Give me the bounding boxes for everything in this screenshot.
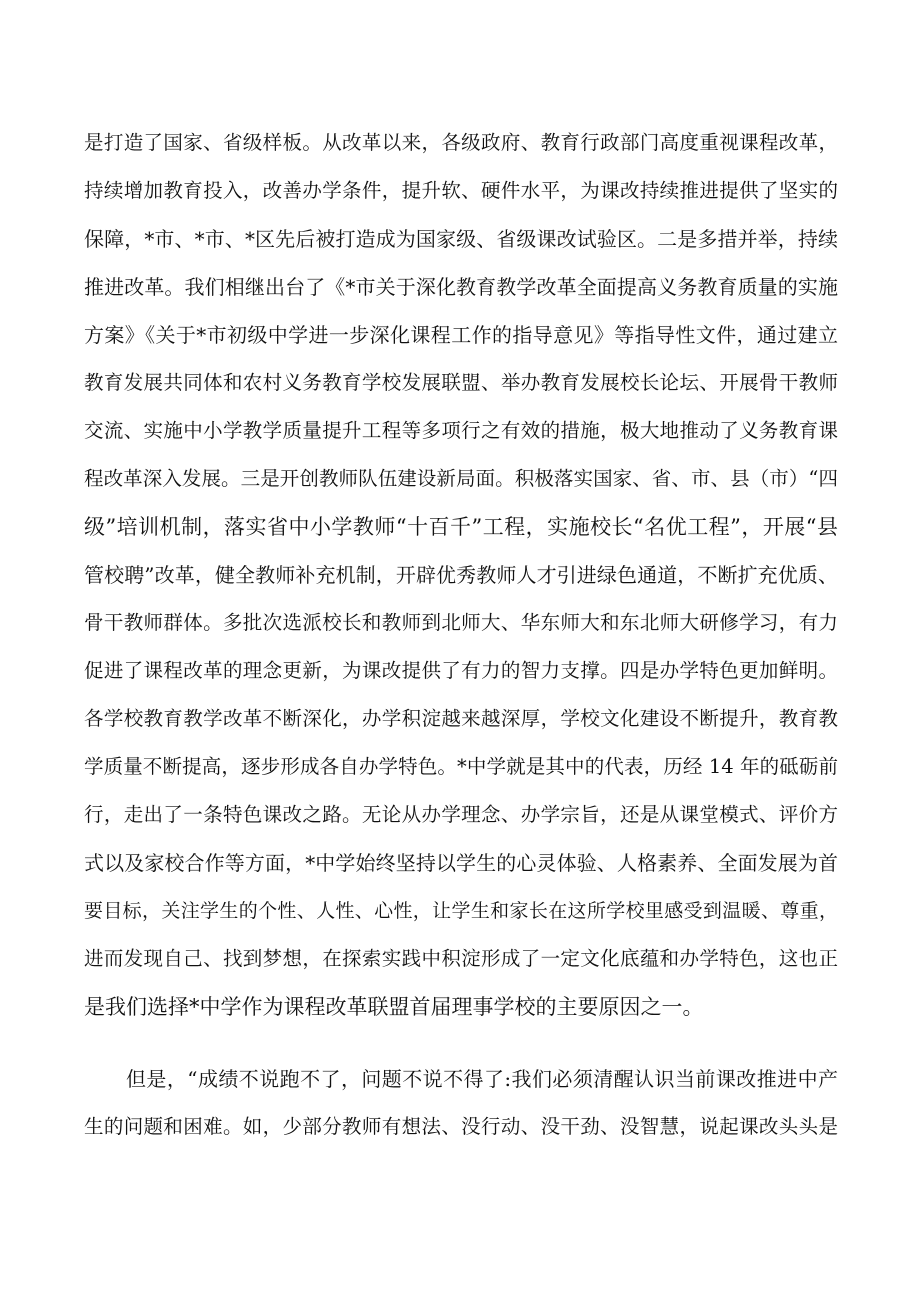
- text-line: 交流、实施中小学教学质量提升工程等多项行之有效的措施，极大地推动了义务教育课: [84, 419, 838, 442]
- text-line: 推进改革。我们相继出台了《*市关于深化教育教学改革全面提高义务教育质量的实施: [84, 275, 838, 299]
- text-line: 但是，“成绩不说跑不了，问题不说不得了:我们必须清醒认识当前课改推进中产: [126, 1067, 838, 1091]
- text-line: 行，走出了一条特色课改之路。无论从办学理念、办学宗旨，还是从课堂模式、评价方: [84, 803, 838, 826]
- text-line: 程改革深入发展。三是开创教师队伍建设新局面。积极落实国家、省、市、县（市）“四: [84, 467, 838, 490]
- text-line: 方案》《关于*市初级中学进一步深化课程工作的指导意见》等指导性文件，通过建立: [84, 323, 838, 347]
- text-line: 式以及家校合作等方面，*中学始终坚持以学生的心灵体验、人格素养、全面发展为首: [84, 851, 838, 875]
- text-line: 要目标，关注学生的个性、人性、心性，让学生和家长在这所学校里感受到温暖、尊重，: [84, 900, 838, 922]
- text-line: 生的问题和困难。如，少部分教师有想法、没行动、没干劲、没智慧，说起课改头头是: [84, 1115, 838, 1138]
- text-line: 进而发现自己、找到梦想，在探索实践中积淀形成了一定文化底蕴和办学特色，这也正: [84, 947, 838, 970]
- text-line: 持续增加教育投入，改善办学条件，提升软、硬件水平，为课改持续推进提供了坚实的: [84, 179, 838, 202]
- text-line: 级”培训机制，落实省中小学教师“十百千”工程，实施校长“名优工程”，开展“县: [84, 515, 838, 539]
- text-line: 管校聘”改革，健全教师补充机制，开辟优秀教师人才引进绿色通道，不断扩充优质、: [84, 563, 838, 587]
- text-line: 是我们选择*中学作为课程改革联盟首届理事学校的主要原因之一。: [84, 995, 704, 1019]
- text-line: 各学校教育教学改革不断深化，办学积淀越来越深厚，学校文化建设不断提升，教育教: [84, 707, 838, 730]
- text-line: 学质量不断提高，逐步形成各自办学特色。*中学就是其中的代表，历经 14 年的砥砺前: [84, 755, 838, 778]
- text-line: 骨干教师群体。多批次选派校长和教师到北师大、华东师大和东北师大研修学习，有力: [84, 611, 838, 634]
- text-line: 教育发展共同体和农村义务教育学校发展联盟、举办教育发展校长论坛、开展骨干教师: [84, 371, 838, 394]
- text-line: 是打造了国家、省级样板。从改革以来，各级政府、教育行政部门高度重视课程改革，: [84, 131, 838, 154]
- text-line: 保障，*市、*市、*区先后被打造成为国家级、省级课改试验区。二是多措并举，持续: [84, 227, 838, 251]
- text-line: 促进了课程改革的理念更新，为课改提供了有力的智力支撑。四是办学特色更加鲜明。: [84, 659, 838, 682]
